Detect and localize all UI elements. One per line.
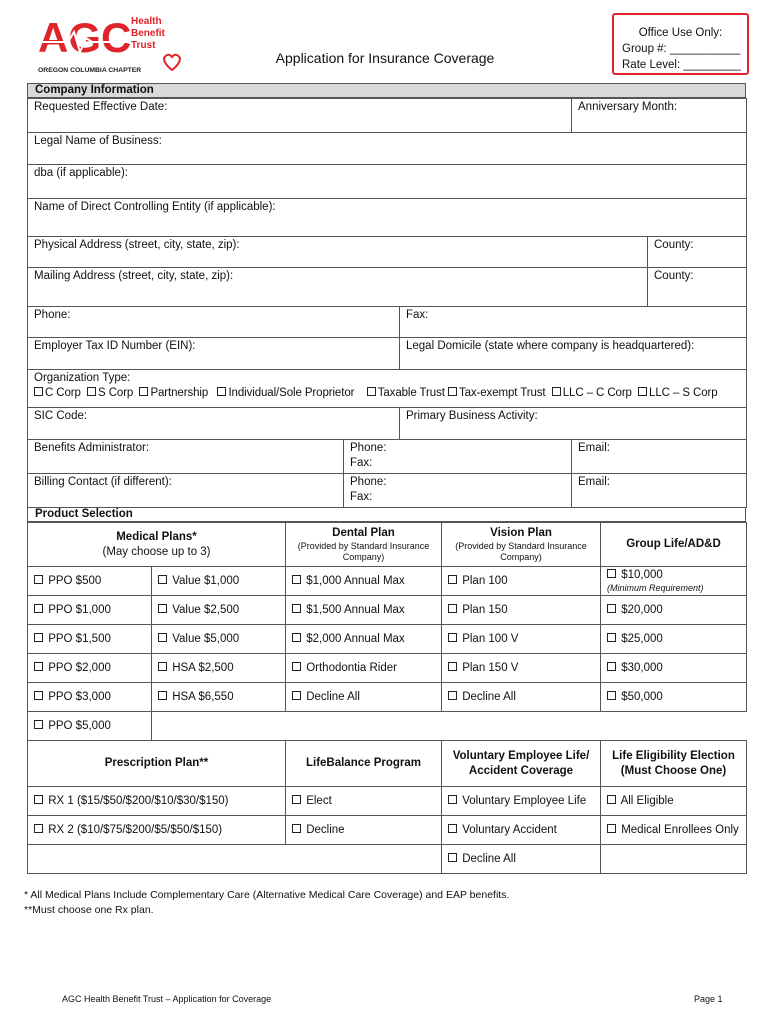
- voluntary-option[interactable]: Decline All: [442, 845, 601, 874]
- checkbox-icon[interactable]: [292, 824, 301, 833]
- empty-cell: [152, 712, 747, 741]
- billing-phone-fax[interactable]: Phone: Fax:: [344, 474, 572, 508]
- dental-option[interactable]: $2,000 Annual Max: [286, 625, 442, 654]
- checkbox-icon[interactable]: [448, 633, 457, 642]
- prescription-plan-header: Prescription Plan**: [28, 741, 286, 787]
- org-option-llc-c-corp[interactable]: LLC – C Corp: [552, 387, 632, 399]
- logo-agc-text: AGC: [38, 14, 132, 61]
- checkbox-icon[interactable]: [448, 387, 457, 396]
- application-form: [27, 83, 746, 874]
- dental-option[interactable]: Decline All: [286, 683, 442, 712]
- vision-option[interactable]: Plan 100 V: [442, 625, 601, 654]
- organization-type-field: [28, 370, 747, 408]
- checkbox-icon[interactable]: [158, 691, 167, 700]
- anniversary-month-field[interactable]: Anniversary Month:: [572, 99, 747, 133]
- checkbox-icon[interactable]: [158, 662, 167, 671]
- org-option-llc-s-corp[interactable]: LLC – S Corp: [638, 387, 717, 399]
- logo-line-2: Benefit: [131, 28, 165, 39]
- ppo-option[interactable]: PPO $1,000: [28, 596, 152, 625]
- checkbox-icon[interactable]: [638, 387, 647, 396]
- effective-date-field[interactable]: Requested Effective Date:: [28, 99, 572, 133]
- footnote-medical: * All Medical Plans Include Complementary Care (Alternative Medical Care Coverage) and EAP benefits.: [24, 889, 510, 901]
- life-minimum-note: (Minimum Requirement): [607, 583, 704, 593]
- mailing-address-field[interactable]: Mailing Address (street, city, state, zip):: [28, 268, 648, 307]
- org-option-tax-exempt-trust[interactable]: Tax-exempt Trust: [448, 387, 546, 399]
- product-table: [27, 522, 747, 874]
- voluntary-option[interactable]: Voluntary Employee Life: [442, 787, 601, 816]
- ppo-option[interactable]: PPO $1,500: [28, 625, 152, 654]
- ein-field[interactable]: Employer Tax ID Number (EIN):: [28, 338, 400, 370]
- vision-option[interactable]: Plan 100: [442, 567, 601, 596]
- checkbox-icon[interactable]: [367, 387, 376, 396]
- sic-code-field[interactable]: SIC Code:: [28, 408, 400, 440]
- checkbox-icon[interactable]: [448, 662, 457, 671]
- checkbox-icon[interactable]: [448, 795, 457, 804]
- value-option[interactable]: Value $1,000: [152, 567, 286, 596]
- checkbox-icon[interactable]: [34, 720, 43, 729]
- checkbox-icon[interactable]: [607, 795, 616, 804]
- phone-field[interactable]: Phone:: [28, 307, 400, 338]
- life-option[interactable]: $25,000: [601, 625, 747, 654]
- checkbox-icon[interactable]: [158, 604, 167, 613]
- dba-field[interactable]: dba (if applicable):: [28, 165, 747, 199]
- checkbox-icon[interactable]: [607, 569, 616, 578]
- org-option-s-corp[interactable]: S Corp: [87, 387, 133, 399]
- logo-chapter: OREGON COLUMBIA CHAPTER: [38, 67, 142, 74]
- group-life-header: Group Life/AD&D: [601, 523, 747, 567]
- logo-line-1: Health: [131, 16, 162, 27]
- product-section-heading: Product Selection: [27, 508, 746, 522]
- dental-option[interactable]: $1,500 Annual Max: [286, 596, 442, 625]
- checkbox-icon[interactable]: [158, 633, 167, 642]
- checkbox-icon[interactable]: [292, 604, 301, 613]
- office-use-box: [612, 13, 749, 75]
- heart-icon: [164, 55, 180, 70]
- ppo-option[interactable]: PPO $500: [28, 567, 152, 596]
- lifebalance-option[interactable]: Elect: [286, 787, 442, 816]
- billing-contact-field[interactable]: Billing Contact (if different):: [28, 474, 344, 508]
- org-option-taxable-trust[interactable]: Taxable Trust: [367, 387, 445, 399]
- checkbox-icon[interactable]: [448, 604, 457, 613]
- checkbox-icon[interactable]: [607, 633, 616, 642]
- benefits-admin-email[interactable]: Email:: [572, 440, 747, 474]
- checkbox-icon[interactable]: [292, 795, 301, 804]
- business-activity-field[interactable]: Primary Business Activity:: [400, 408, 747, 440]
- org-option-c-corp[interactable]: C Corp: [34, 387, 81, 399]
- benefits-admin-phone-fax[interactable]: Phone: Fax:: [344, 440, 572, 474]
- mailing-county-field[interactable]: County:: [648, 268, 747, 307]
- eligibility-option[interactable]: Medical Enrollees Only: [601, 816, 747, 845]
- checkbox-icon[interactable]: [607, 691, 616, 700]
- life-option[interactable]: $20,000: [601, 596, 747, 625]
- fax-field[interactable]: Fax:: [400, 307, 747, 338]
- rx-option[interactable]: RX 2 ($10/$75/$200/$5/$50/$150): [28, 816, 286, 845]
- checkbox-icon[interactable]: [139, 387, 148, 396]
- checkbox-icon[interactable]: [87, 387, 96, 396]
- lifebalance-option[interactable]: Decline: [286, 816, 442, 845]
- page-title: Application for Insurance Coverage: [275, 50, 495, 66]
- footnote-rx: **Must choose one Rx plan.: [24, 904, 154, 916]
- office-group: Group #: ___________: [622, 43, 741, 55]
- value-option[interactable]: Value $2,500: [152, 596, 286, 625]
- life-eligibility-header: Life Eligibility Election (Must Choose One): [601, 741, 747, 787]
- vision-plan-header: Vision Plan (Provided by Standard Insurance Company): [442, 523, 601, 567]
- ppo-option[interactable]: PPO $2,000: [28, 654, 152, 683]
- life-option[interactable]: $30,000: [601, 654, 747, 683]
- checkbox-icon[interactable]: [34, 662, 43, 671]
- footer-title: AGC Health Benefit Trust – Application for Coverage: [62, 994, 272, 1004]
- org-option-sole-proprietor[interactable]: Individual/Sole Proprietor: [217, 387, 354, 399]
- checkbox-icon[interactable]: [34, 633, 43, 642]
- logo-line-3: Trust: [131, 40, 156, 51]
- dental-plan-header: Dental Plan (Provided by Standard Insurance Company): [286, 523, 442, 567]
- org-type-label: Organization Type:: [34, 372, 131, 384]
- ppo-option[interactable]: PPO $5,000: [28, 712, 152, 741]
- checkbox-icon[interactable]: [448, 824, 457, 833]
- org-type-options: [34, 386, 740, 401]
- dental-option[interactable]: Orthodontia Rider: [286, 654, 442, 683]
- medical-plans-header: Medical Plans* (May choose up to 3): [28, 523, 286, 567]
- controlling-entity-field[interactable]: Name of Direct Controlling Entity (if applicable):: [28, 199, 747, 237]
- checkbox-icon[interactable]: [448, 691, 457, 700]
- lifebalance-header: LifeBalance Program: [286, 741, 442, 787]
- checkbox-icon[interactable]: [448, 575, 457, 584]
- billing-email[interactable]: Email:: [572, 474, 747, 508]
- legal-name-field[interactable]: Legal Name of Business:: [28, 133, 747, 165]
- office-title: Office Use Only:: [638, 27, 723, 39]
- life-option[interactable]: $50,000: [601, 683, 747, 712]
- hsa-option[interactable]: HSA $2,500: [152, 654, 286, 683]
- page-number: Page 1: [694, 994, 723, 1004]
- hsa-option[interactable]: HSA $6,550: [152, 683, 286, 712]
- checkbox-icon[interactable]: [292, 575, 301, 584]
- life-option[interactable]: $10,000 (Minimum Requirement): [601, 567, 747, 596]
- checkbox-icon[interactable]: [607, 662, 616, 671]
- vision-option[interactable]: Decline All: [442, 683, 601, 712]
- checkbox-icon[interactable]: [217, 387, 226, 396]
- checkbox-icon[interactable]: [34, 575, 43, 584]
- checkbox-icon[interactable]: [292, 633, 301, 642]
- physical-county-field[interactable]: County:: [648, 237, 747, 268]
- dental-option[interactable]: $1,000 Annual Max: [286, 567, 442, 596]
- checkbox-icon[interactable]: [34, 824, 43, 833]
- benefits-admin-field[interactable]: Benefits Administrator:: [28, 440, 344, 474]
- footnotes: [24, 888, 509, 918]
- company-section-heading: Company Information: [27, 83, 746, 98]
- checkbox-icon[interactable]: [34, 604, 43, 613]
- checkbox-icon[interactable]: [607, 604, 616, 613]
- checkbox-icon[interactable]: [34, 387, 43, 396]
- voluntary-option[interactable]: Voluntary Accident: [442, 816, 601, 845]
- vision-option[interactable]: Plan 150 V: [442, 654, 601, 683]
- physical-address-field[interactable]: Physical Address (street, city, state, zip):: [28, 237, 648, 268]
- office-rate: Rate Level: _________: [622, 59, 741, 71]
- value-option[interactable]: Value $5,000: [152, 625, 286, 654]
- empty-cell: [601, 845, 747, 874]
- company-table: [27, 98, 747, 508]
- vision-option[interactable]: Plan 150: [442, 596, 601, 625]
- checkbox-icon[interactable]: [448, 853, 457, 862]
- checkbox-icon[interactable]: [34, 795, 43, 804]
- checkbox-icon[interactable]: [34, 691, 43, 700]
- checkbox-icon[interactable]: [292, 662, 301, 671]
- eligibility-option[interactable]: All Eligible: [601, 787, 747, 816]
- checkbox-icon[interactable]: [607, 824, 616, 833]
- rx-option[interactable]: RX 1 ($15/$50/$200/$10/$30/$150): [28, 787, 286, 816]
- checkbox-icon[interactable]: [552, 387, 561, 396]
- checkbox-icon[interactable]: [158, 575, 167, 584]
- empty-cell: [28, 845, 442, 874]
- agc-logo: [38, 12, 188, 76]
- voluntary-coverage-header: Voluntary Employee Life/ Accident Coverage: [442, 741, 601, 787]
- ppo-option[interactable]: PPO $3,000: [28, 683, 152, 712]
- org-option-partnership[interactable]: Partnership: [139, 387, 208, 399]
- checkbox-icon[interactable]: [292, 691, 301, 700]
- domicile-field[interactable]: Legal Domicile (state where company is headquartered):: [400, 338, 747, 370]
